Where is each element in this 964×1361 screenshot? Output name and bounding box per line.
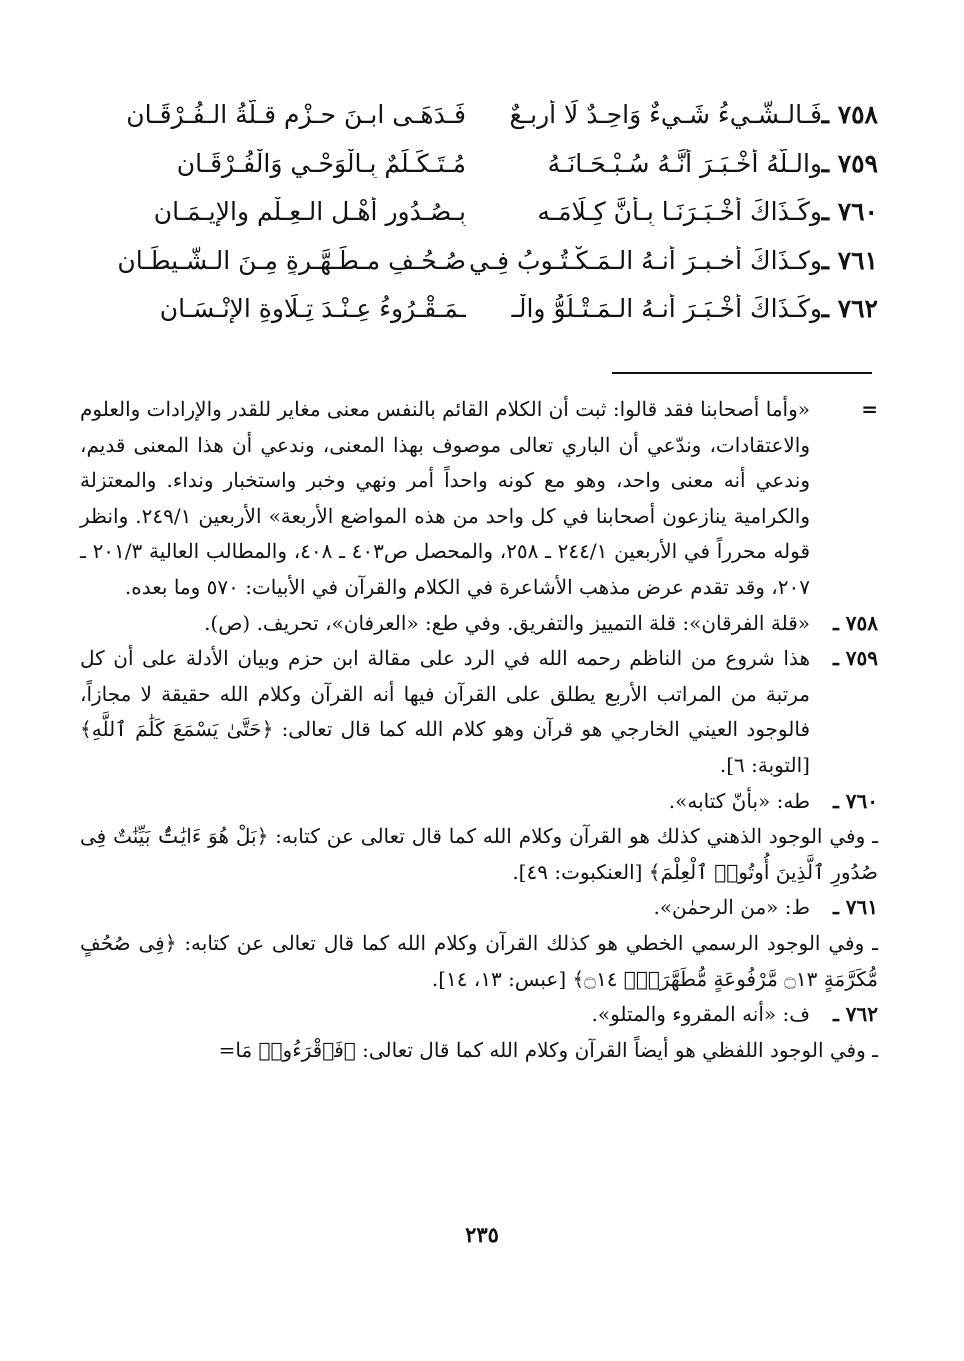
verse-first-hemistich: وكـذَاكَ أخـبـرَ أنـهُ الـمَـكْـتُـوبُ فِـي: [468, 245, 822, 275]
footnote-continuation: ـ وفي الوجود الرسمي الخطي هو كذلك القرآن وكلام الله كما قال تعالى عن كتابه: ﴿فِى صُحُفٍ مُّكَرَّمَةٍ ۝١٣ مَّرْفُوعَةٍ مُّطَهَّرَةٍۭ ۝١٤﴾ [عبس: ١٣، ١٤].: [80, 930, 878, 991]
footnote: [80, 606, 878, 642]
footnote: [80, 641, 878, 783]
footnote-marker: =: [861, 397, 878, 421]
verse-second-hemistich: بِـصُـدُورِ أَهْـلِ الـعِـلْمِ والإِيـمَـانِ: [153, 197, 466, 227]
verse-second-hemistich: فَـدَهَـى ابـنَ حـزْمٍ قـلَّةُ الـفُـرْقَـانِ: [126, 100, 466, 129]
footnote-text: ف: «أنه المقروء والمتلو».: [591, 1002, 810, 1027]
verse-first-hemistich: والـلَّهُ أَخْـبَـرَ أَنَّـهُ سُـبْـحَـانَـهُ: [547, 148, 822, 178]
footnote-text: «قلة الفرقان»: قلة التمييز والتفريق. وفي طع: «العرفان»، تحريف. (ص).: [204, 610, 810, 635]
verse-row: [80, 197, 878, 246]
footnotes: [80, 392, 878, 1068]
footnote-marker: ٧٥٩ ـ: [832, 646, 878, 671]
footnote-marker: ٧٥٨ ـ: [832, 610, 878, 635]
verses-block: [80, 100, 878, 343]
verse-number: ٧٦١ ـ: [821, 245, 878, 275]
footnote-text: طه: «بأنّ كتابه».: [668, 788, 810, 813]
footnote-text: «وأما أصحابنا فقد قالوا: ثبت أن الكلام القائم بالنفس معنى مغاير للقدر والإرادات والعلوم والاعتقادات، وندّعي أن الباري تعالى موصوف بهذا المعنى، وندعي أن هذا المعنى قديم، وندعي أنه معنى واحد، وهو مع كونه واحداً أمر ونهي وخبر واستخبار ونداء. والمعتزلة والكرامية ينازعون أصحابنا في كل واحد من هذه المواضع الأربعة» الأربعين ٢٤٩/١. وانظر قوله محرراً في الأربعين ٢٤٤/١ ـ ٢٥٨، والمحصل ص٤٠٣ ـ ٤٠٨، والمطالب العالية ٢٠١/٣ ـ ٢٠٧، وقد تقدم عرض مذهب الأشاعرة في الكلام والقرآن في الأبيات: ٥٧٠ وما بعده.: [80, 397, 811, 599]
footnote-marker: ٧٦١ ـ: [832, 895, 878, 920]
footnote-continuation: ـ وفي الوجود اللفظي هو أيضاً القرآن وكلام الله كما قال تعالى: ﴿فَٱقْرَءُوا۟ مَا=: [218, 1037, 878, 1062]
verse-row: [80, 294, 878, 343]
verse-row: [80, 246, 878, 295]
footnote: [80, 392, 878, 606]
page-body: [80, 100, 878, 1062]
footnote-marker: ٧٦٠ ـ: [832, 788, 878, 813]
footnote-marker: ٧٦٢ ـ: [832, 1002, 878, 1027]
verse-row: [80, 149, 878, 198]
verse-first-hemistich: فَـالـشَّـيءُ شَـيءٌ وَاحِـدٌ لَا أَربـعٌ: [509, 100, 822, 129]
footnote-continuation: ـ وفي الوجود الذهني كذلك هو القرآن وكلام الله كما قال تعالى عن كتابه: ﴿بَلْ هُوَ ءَايَٰتٌۢ بَيِّنَٰتٌ فِى صُدُورِ ٱلَّذِينَ أُوتُوا۟ ٱلْعِلْمَ﴾ [العنكبوت: ٤٩].: [80, 824, 878, 884]
verse-number: ٧٦٠ ـ: [821, 197, 878, 227]
verse-second-hemistich: صُـحُـفٍ مـطَـهَّـرةٍ مِـنَ الـشَّـيطَـانِ: [117, 245, 466, 275]
verse-row: [80, 100, 878, 149]
verse-number: ٧٥٨ ـ: [821, 100, 878, 129]
footnote: [80, 890, 878, 926]
verse-first-hemistich: وكَـذَاكَ أَخْـبَـرَ أنـهُ الـمَـتْـلُوُّ والْـ: [511, 294, 822, 324]
footnote-text: ط: «من الرحمٰن».: [653, 895, 810, 920]
verse-number: ٧٥٩ ـ: [821, 148, 878, 178]
verse-first-hemistich: وكَـذَاكَ أَخْـبَـرَنَـا بِـأَنَّ كِـلَامَـه: [537, 197, 822, 227]
footnote: [80, 784, 878, 820]
verse-second-hemistich: مُـتَـكَـلِّمٌ بِـالْوَحْـيِ وَالْفُـرْقَـانِ: [176, 148, 466, 178]
page-number: ٢٣٥: [465, 1222, 499, 1247]
footnote-text: هذا شروع من الناظم رحمه الله في الرد على مقالة ابن حزم وبيان الأدلة على أن كل مرتبة من المراتب الأربع يطلق على القرآن فيها أنه القرآن وكلام الله حقيقة لا مجازاً، فالوجود العيني الخارجي هو قرآن وهو كلام الله كما قال تعالى: ﴿حَتَّىٰ يَسْمَعَ كَلَٰمَ ٱللَّهِ﴾ [التوبة: ٦].: [80, 646, 810, 777]
footnote: [80, 997, 878, 1033]
verse-second-hemistich: ـمَـقْـرُوءُ عِـنْـدَ تِـلَاوةِ الإِنْـسَـانِ: [159, 294, 466, 324]
verse-number: ٧٦٢ ـ: [821, 294, 878, 324]
footnote-separator: [612, 372, 872, 374]
